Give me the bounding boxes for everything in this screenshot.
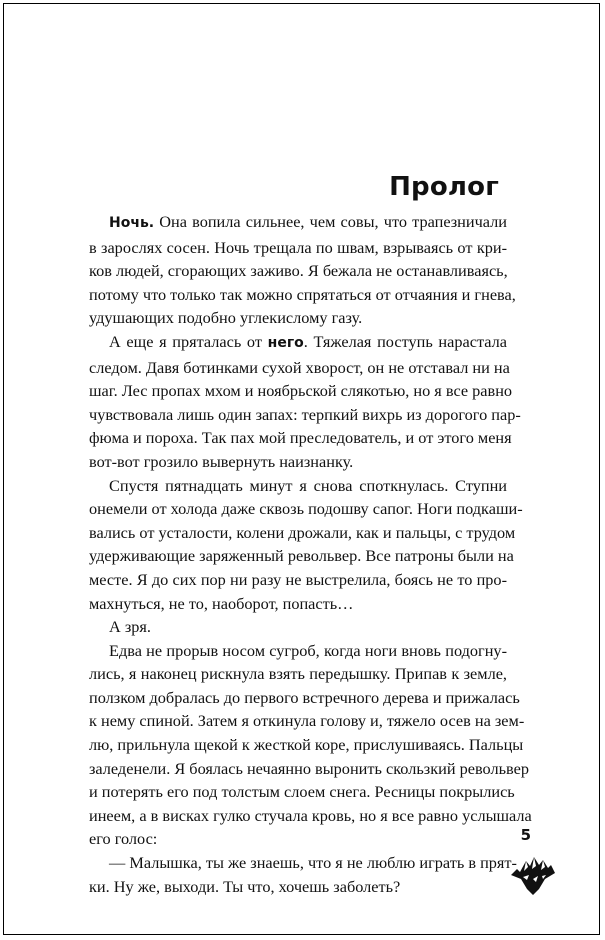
text-line: его голос: [89,829,158,849]
text-line: фюма и пороха. Так пах мой преследователь, и от этого меня [89,428,512,448]
text-line: ползком добралась до первого встречного дерева и прижалась [89,687,520,707]
emphasis-word: него [267,334,304,351]
text-line: вались от усталости, колени дрожали, как и пальцы, с трудом [89,522,516,542]
book-page [3,3,600,935]
text-line: вот-вот грозило вывернуть наизнанку. [89,451,354,471]
text-line: махнуться, не то, наоборот, попасть… [89,593,354,613]
chapter-title: Пролог [389,172,499,202]
text-line: Ночь. Она вопила сильнее, чем совы, что трапезничали [109,212,507,231]
text-line: Едва не прорыв носом сугроб, когда ноги вновь подогну- [109,640,507,660]
lead-word: Ночь. [109,215,155,231]
text-line: следом. Давя ботинками сухой хворост, он не отставал ни на [89,357,510,377]
text-line: ков людей, сгорающих заживо. Я бежала не останавливаясь, [89,261,508,281]
text-line: к нему спиной. Затем я откинула голову и, тяжело осев на зем- [89,711,525,731]
text-line: заледенели. Я боялась нечаянно выронить скользкий револьвер [89,758,529,778]
page-number: 5 [520,826,531,844]
text-line: инеем, а в висках гулко стучала кровь, но я все равно услышала [89,805,532,825]
text-line: потому что только так можно спрятаться от отчаяния и гнева, [89,284,516,304]
text-line: чувствовала лишь один запах: терпкий вихрь из дорогого пар- [89,404,521,424]
text-line: удушающих подобно углекислому газу. [89,308,363,328]
text-line: онемели от холода даже сквозь подошву сапог. Ноги подкаши- [89,499,523,519]
paragraph [89,615,507,639]
text-line: ки. Ну же, выходи. Ты что, хочешь заболеть? [89,876,401,896]
text-line: удерживающие заряженный револьвер. Все патроны были на [89,546,514,566]
body-text [89,210,532,898]
text-line: в зарослях сосен. Ночь трещала по швам, взрываясь от кри- [89,237,507,257]
text-line: месте. Я до сих пор ни разу не выстрелила, боясь не то про- [89,569,507,589]
text-line: А зря. [109,617,151,637]
text-line: шаг. Лес пропах мхом и ноябрьской слякотью, но я все равно [89,381,513,401]
paragraph [89,851,517,898]
text-line: лю, прильнула щекой к жесткой коре, прислушиваясь. Пальцы [89,735,524,755]
paragraph [89,639,532,851]
text-line: и потерять его под толстым слоем снега. Ресницы покрылись [89,782,515,802]
paragraph [89,210,516,330]
mountain-emblem-icon [509,849,557,897]
text-line: — Малышка, ты же знаешь, что я не люблю играть в прят- [109,853,517,873]
text-line: А еще я пряталась от него. Тяжелая поступь нарастала [109,331,507,351]
text-line: Спустя пятнадцать минут я снова споткнулась. Ступни [109,475,507,495]
paragraph [89,330,521,474]
text-line: лись, я наконец рискнула взять передышку. Припав к земле, [89,664,507,684]
paragraph [89,474,523,616]
